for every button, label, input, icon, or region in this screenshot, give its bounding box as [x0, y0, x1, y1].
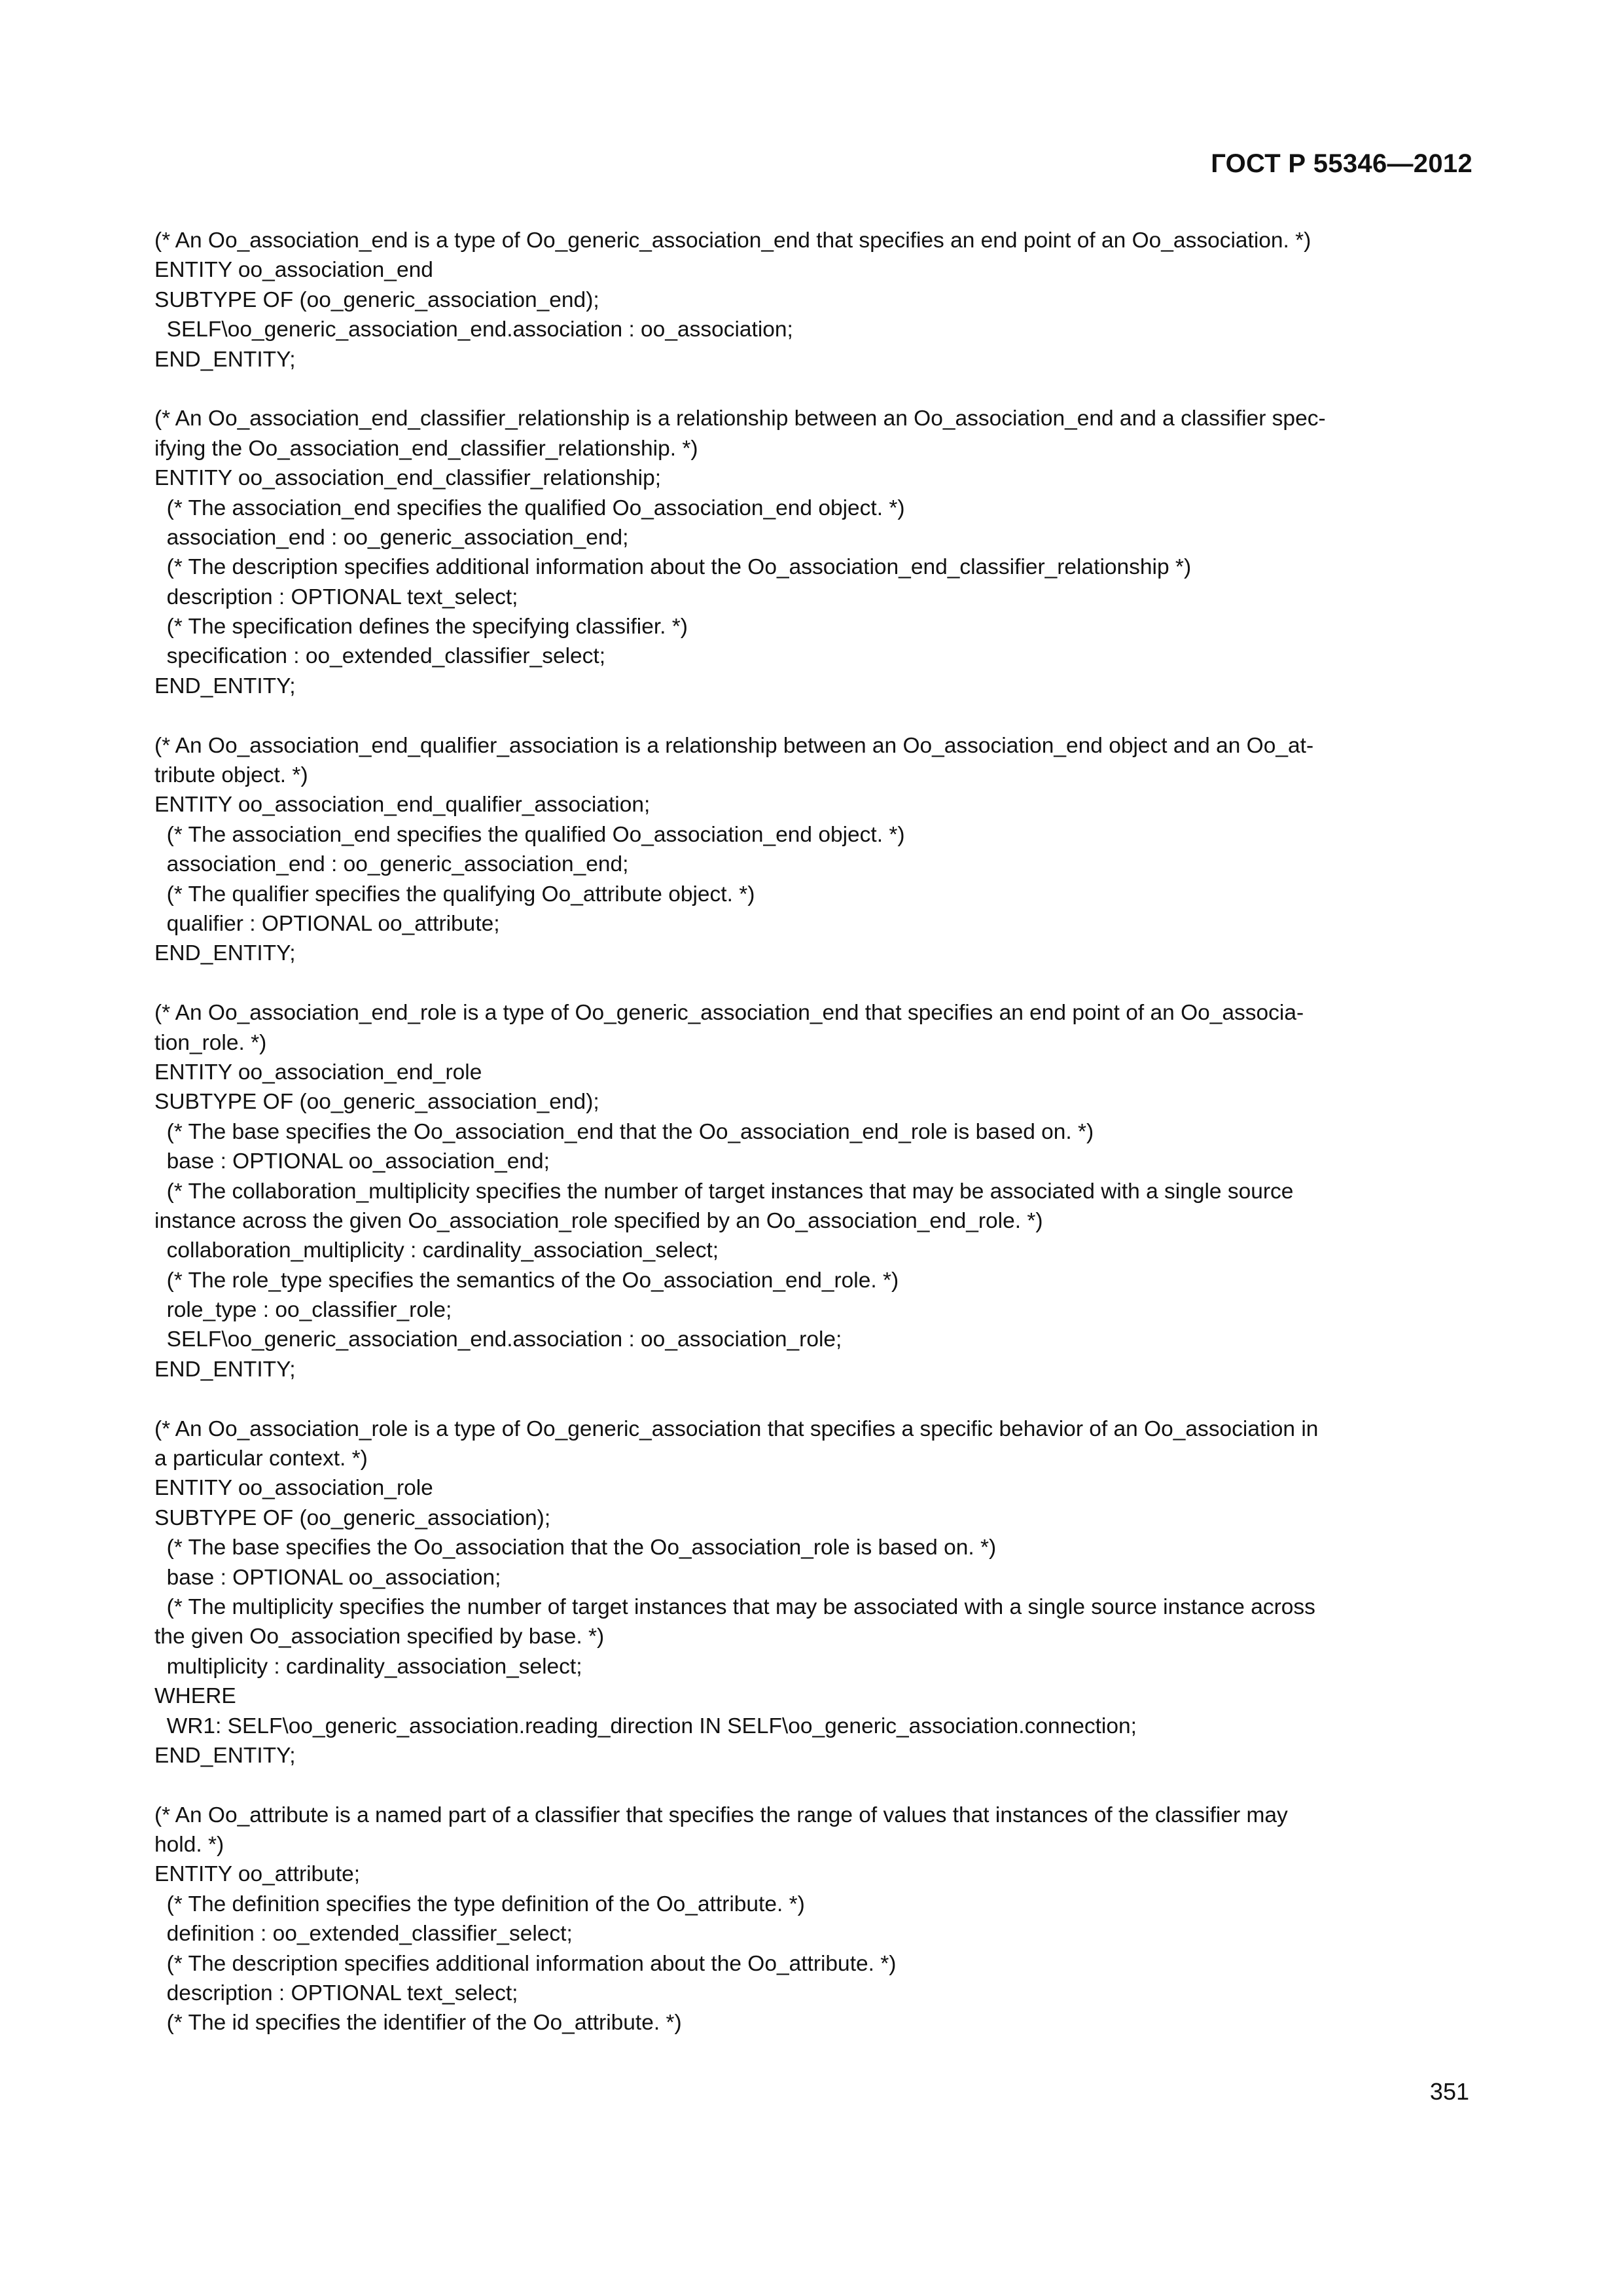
text-line: (* The role_type specifies the semantics of the Oo_association_end_role. *) — [154, 1268, 899, 1293]
text-line: description : OPTIONAL text_select; — [154, 584, 518, 609]
entity-block — [154, 1414, 1472, 1771]
block-spacer — [154, 701, 1472, 730]
text-line: SELF\oo_generic_association_end.association : oo_association; — [154, 317, 793, 342]
text-line: description : OPTIONAL text_select; — [154, 1981, 518, 2006]
text-line: base : OPTIONAL oo_association; — [154, 1565, 501, 1590]
block-spacer — [154, 1770, 1472, 1800]
text-line: (* The base specifies the Oo_association that the Oo_association_role is based on. *) — [154, 1535, 997, 1560]
text-line: END_ENTITY; — [154, 1357, 296, 1382]
text-line: hold. *) — [154, 1833, 224, 1857]
text-line: ENTITY oo_association_end — [154, 258, 433, 283]
text-line: (* The base specifies the Oo_association_end that the Oo_association_end_role is based on. *) — [154, 1119, 1094, 1144]
text-line: SELF\oo_generic_association_end.association : oo_association_role; — [154, 1327, 842, 1352]
text-line: ENTITY oo_attribute; — [154, 1862, 361, 1887]
text-line: END_ENTITY; — [154, 941, 296, 966]
text-line: SUBTYPE OF (oo_generic_association_end); — [154, 1090, 599, 1115]
text-line: (* An Oo_association_end is a type of Oo_generic_association_end that specifies an end point of an Oo_association. *) — [154, 228, 1311, 253]
text-line: (* An Oo_attribute is a named part of a classifier that specifies the range of values that instances of the classifier may — [154, 1803, 1288, 1827]
text-line: END_ENTITY; — [154, 673, 296, 698]
entity-block — [154, 404, 1472, 701]
text-line: SUBTYPE OF (oo_generic_association_end); — [154, 287, 599, 312]
entity-block — [154, 1801, 1472, 2038]
text-line: specification : oo_extended_classifier_select; — [154, 644, 606, 669]
entity-block — [154, 226, 1472, 374]
text-line: (* An Oo_association_role is a type of Oo_generic_association that specifies a specific behavior of an Oo_association in — [154, 1416, 1319, 1441]
text-line: (* An Oo_association_end_qualifier_association is a relationship between an Oo_association_end object and an Oo_at- — [154, 733, 1314, 758]
text-line: the given Oo_association specified by base. *) — [154, 1624, 605, 1649]
text-line: (* The description specifies additional information about the Oo_association_end_classifier_relationship *) — [154, 555, 1192, 580]
text-line: (* The definition specifies the type definition of the Oo_attribute. *) — [154, 1892, 805, 1916]
text-line: collaboration_multiplicity : cardinality_association_select; — [154, 1238, 719, 1263]
text-line: ENTITY oo_association_end_classifier_relationship; — [154, 466, 662, 491]
page-number: 351 — [1429, 2078, 1469, 2105]
text-line: END_ENTITY; — [154, 1743, 296, 1768]
text-line: (* The multiplicity specifies the number of target instances that may be associated with a single source instance across — [154, 1594, 1315, 1619]
block-spacer — [154, 374, 1472, 404]
text-line: a particular context. *) — [154, 1446, 368, 1471]
document-body — [154, 226, 1472, 2038]
text-line: WHERE — [154, 1684, 236, 1709]
text-line: ENTITY oo_association_end_qualifier_association; — [154, 793, 651, 817]
text-line: (* The collaboration_multiplicity specifies the number of target instances that may be associated with a single source — [154, 1179, 1294, 1204]
block-spacer — [154, 969, 1472, 998]
text-line: (* An Oo_association_end_role is a type of Oo_generic_association_end that specifies an end point of an Oo_associa- — [154, 1001, 1304, 1026]
text-line: instance across the given Oo_association_role specified by an Oo_association_end_role. *) — [154, 1208, 1043, 1233]
text-line: END_ENTITY; — [154, 347, 296, 372]
text-line: qualifier : OPTIONAL oo_attribute; — [154, 911, 500, 936]
text-line: multiplicity : cardinality_association_select; — [154, 1654, 582, 1679]
text-line: association_end : oo_generic_association_end; — [154, 852, 629, 877]
text-line: (* An Oo_association_end_classifier_relationship is a relationship between an Oo_association_end and a classifier spec- — [154, 406, 1326, 431]
text-line: ENTITY oo_association_end_role — [154, 1060, 482, 1085]
text-line: tion_role. *) — [154, 1030, 267, 1055]
text-line: role_type : oo_classifier_role; — [154, 1298, 452, 1323]
text-line: (* The id specifies the identifier of the Oo_attribute. *) — [154, 2011, 682, 2036]
text-line: definition : oo_extended_classifier_select; — [154, 1922, 573, 1946]
text-line: base : OPTIONAL oo_association_end; — [154, 1149, 550, 1174]
entity-block — [154, 731, 1472, 969]
text-line: (* The qualifier specifies the qualifying Oo_attribute object. *) — [154, 882, 755, 906]
text-line: (* The specification defines the specifying classifier. *) — [154, 615, 688, 639]
block-spacer — [154, 1384, 1472, 1414]
text-line: WR1: SELF\oo_generic_association.reading_direction IN SELF\oo_generic_association.connection; — [154, 1713, 1137, 1738]
text-line: ifying the Oo_association_end_classifier_relationship. *) — [154, 436, 698, 461]
text-line: (* The association_end specifies the qualified Oo_association_end object. *) — [154, 822, 905, 847]
text-line: SUBTYPE OF (oo_generic_association); — [154, 1505, 551, 1530]
text-line: (* The association_end specifies the qualified Oo_association_end object. *) — [154, 495, 905, 520]
text-line: tribute object. *) — [154, 763, 308, 788]
text-line: (* The description specifies additional information about the Oo_attribute. *) — [154, 1951, 897, 1976]
entity-block — [154, 998, 1472, 1384]
text-line: association_end : oo_generic_association_end; — [154, 525, 629, 550]
standard-code-header: ГОСТ Р 55346—2012 — [1211, 149, 1472, 178]
text-line: ENTITY oo_association_role — [154, 1476, 433, 1501]
